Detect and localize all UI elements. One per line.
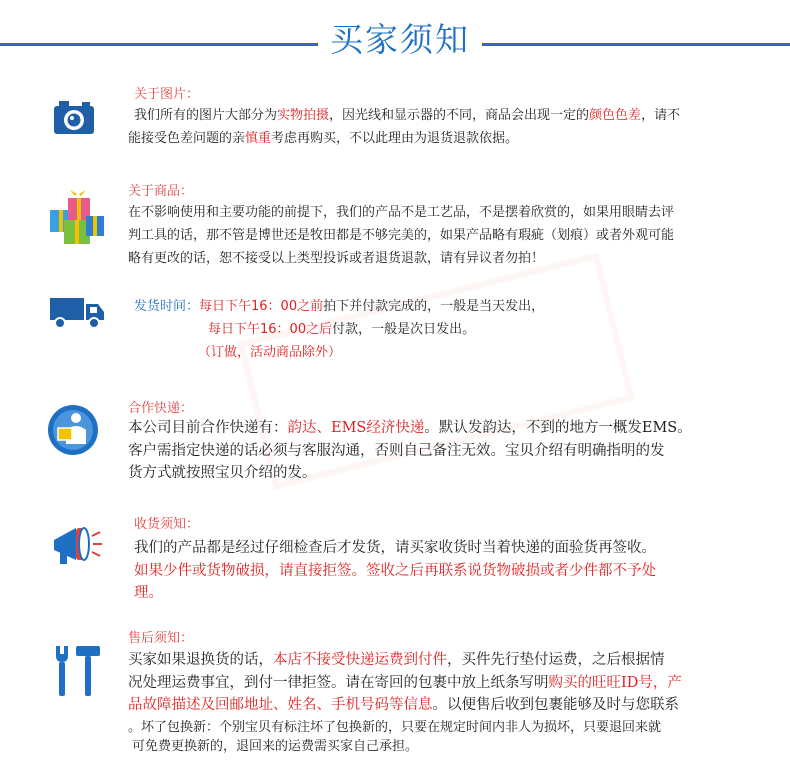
after-sales-line-2: 况处理运费事宜，到付一律拒签。请在寄回的包裹中放上纸条写明购买的旺旺ID号，产: [128, 674, 682, 691]
after-sales-line-1: 买家如果退换货的话，本店不接受快递运费到付件，买件先行垫付运费，之后根据情: [128, 652, 665, 668]
camera-icon: [44, 88, 106, 150]
receiving-line-2: 如果少件或货物破损，请直接拒签。签收之后再联系说货物破损或者少件都不予处: [134, 562, 656, 579]
section-body-receiving: [134, 537, 788, 605]
receiving-line-3: 理。: [134, 585, 163, 601]
section-title-after-sales: 售后须知：: [128, 631, 194, 646]
section-after-sales: [0, 626, 790, 766]
shipping-line-2: 每日下午16：00之后付款，一般是次日发出。: [208, 322, 476, 337]
page-title: 买家须知: [330, 20, 470, 59]
section-body-shipping-time: [134, 295, 734, 364]
section-couriers: [0, 396, 790, 496]
courier-delivery-icon: [44, 400, 106, 462]
after-sales-line-3: 品故障描述及回邮地址、姓名、手机号码等信息。以便售后收到包裹能够及时与您联系: [128, 697, 679, 713]
header-line-left: [0, 43, 318, 46]
truck-icon: [46, 286, 108, 348]
section-body-photos: [128, 104, 784, 150]
header: [0, 14, 790, 64]
section-body-products: [128, 201, 788, 270]
section-body-after-sales-extra: [128, 718, 788, 756]
section-photos: [0, 80, 790, 160]
header-line-right: [482, 43, 790, 46]
products-line-3: 略有更改的话，恕不接受以上类型投诉或者退货退款，请有异议者勿拍！: [128, 251, 545, 266]
tools-icon: [46, 640, 108, 702]
section-products: [0, 178, 790, 278]
section-body-couriers: [128, 417, 788, 485]
couriers-line-1: 本公司目前合作快递有：韵达、EMS经济快递。默认发韵达，不到的地方一概发EMS。: [128, 420, 692, 436]
megaphone-icon: [46, 514, 108, 576]
section-title-couriers: 合作快递：: [128, 401, 194, 416]
gift-boxes-icon: [46, 188, 108, 250]
section-shipping-time: [0, 290, 790, 380]
section-title-shipping-time: 发货时间：: [134, 299, 200, 314]
after-sales-line-4: 。坏了包换新：个别宝贝有标注坏了包换新的，只要在规定时间内非人为损坏，只要退回来就: [128, 720, 662, 735]
couriers-line-2: 客户需指定快递的话必须与客服沟通，否则自己备注无效。宝贝介绍有明确指明的发: [128, 442, 665, 459]
section-title-photos: 关于图片：: [134, 87, 200, 102]
couriers-line-3: 货方式就按照宝贝介绍的发。: [128, 465, 317, 481]
section-receiving: [0, 512, 790, 612]
shipping-line-3: （订做，活动商品除外）: [198, 345, 342, 360]
photos-line-2: 能接受色差问题的亲慎重考虑再购买，不以此理由为退货退款依据。: [128, 131, 519, 146]
products-line-2: 判工具的话，那不管是博世还是牧田都是不够完美的，如果产品略有瑕疵（划痕）或者外观可能: [128, 228, 675, 243]
shipping-line-1: 发货时间：每日下午16：00之前拍下并付款完成的，一般是当天发出，: [134, 299, 545, 314]
products-line-1: 在不影响使用和主要功能的前提下，我们的产品不是工艺品，不是摆着欣赏的，如果用眼睛去评: [128, 205, 675, 220]
section-title-receiving: 收货须知：: [134, 517, 200, 532]
receiving-line-1: 我们的产品都是经过仔细检查后才发货，请买家收货时当着快递的面验货再签收。: [134, 540, 656, 556]
photos-line-1: 我们所有的图片大部分为实物拍摄，因光线和显示器的不同，商品会出现一定的颜色色差，请不: [134, 108, 681, 123]
section-body-after-sales: [128, 649, 788, 717]
section-title-products: 关于商品：: [128, 184, 194, 199]
after-sales-line-5: 可免费更换新的，退回来的运费需买家自己承担。: [132, 739, 419, 754]
